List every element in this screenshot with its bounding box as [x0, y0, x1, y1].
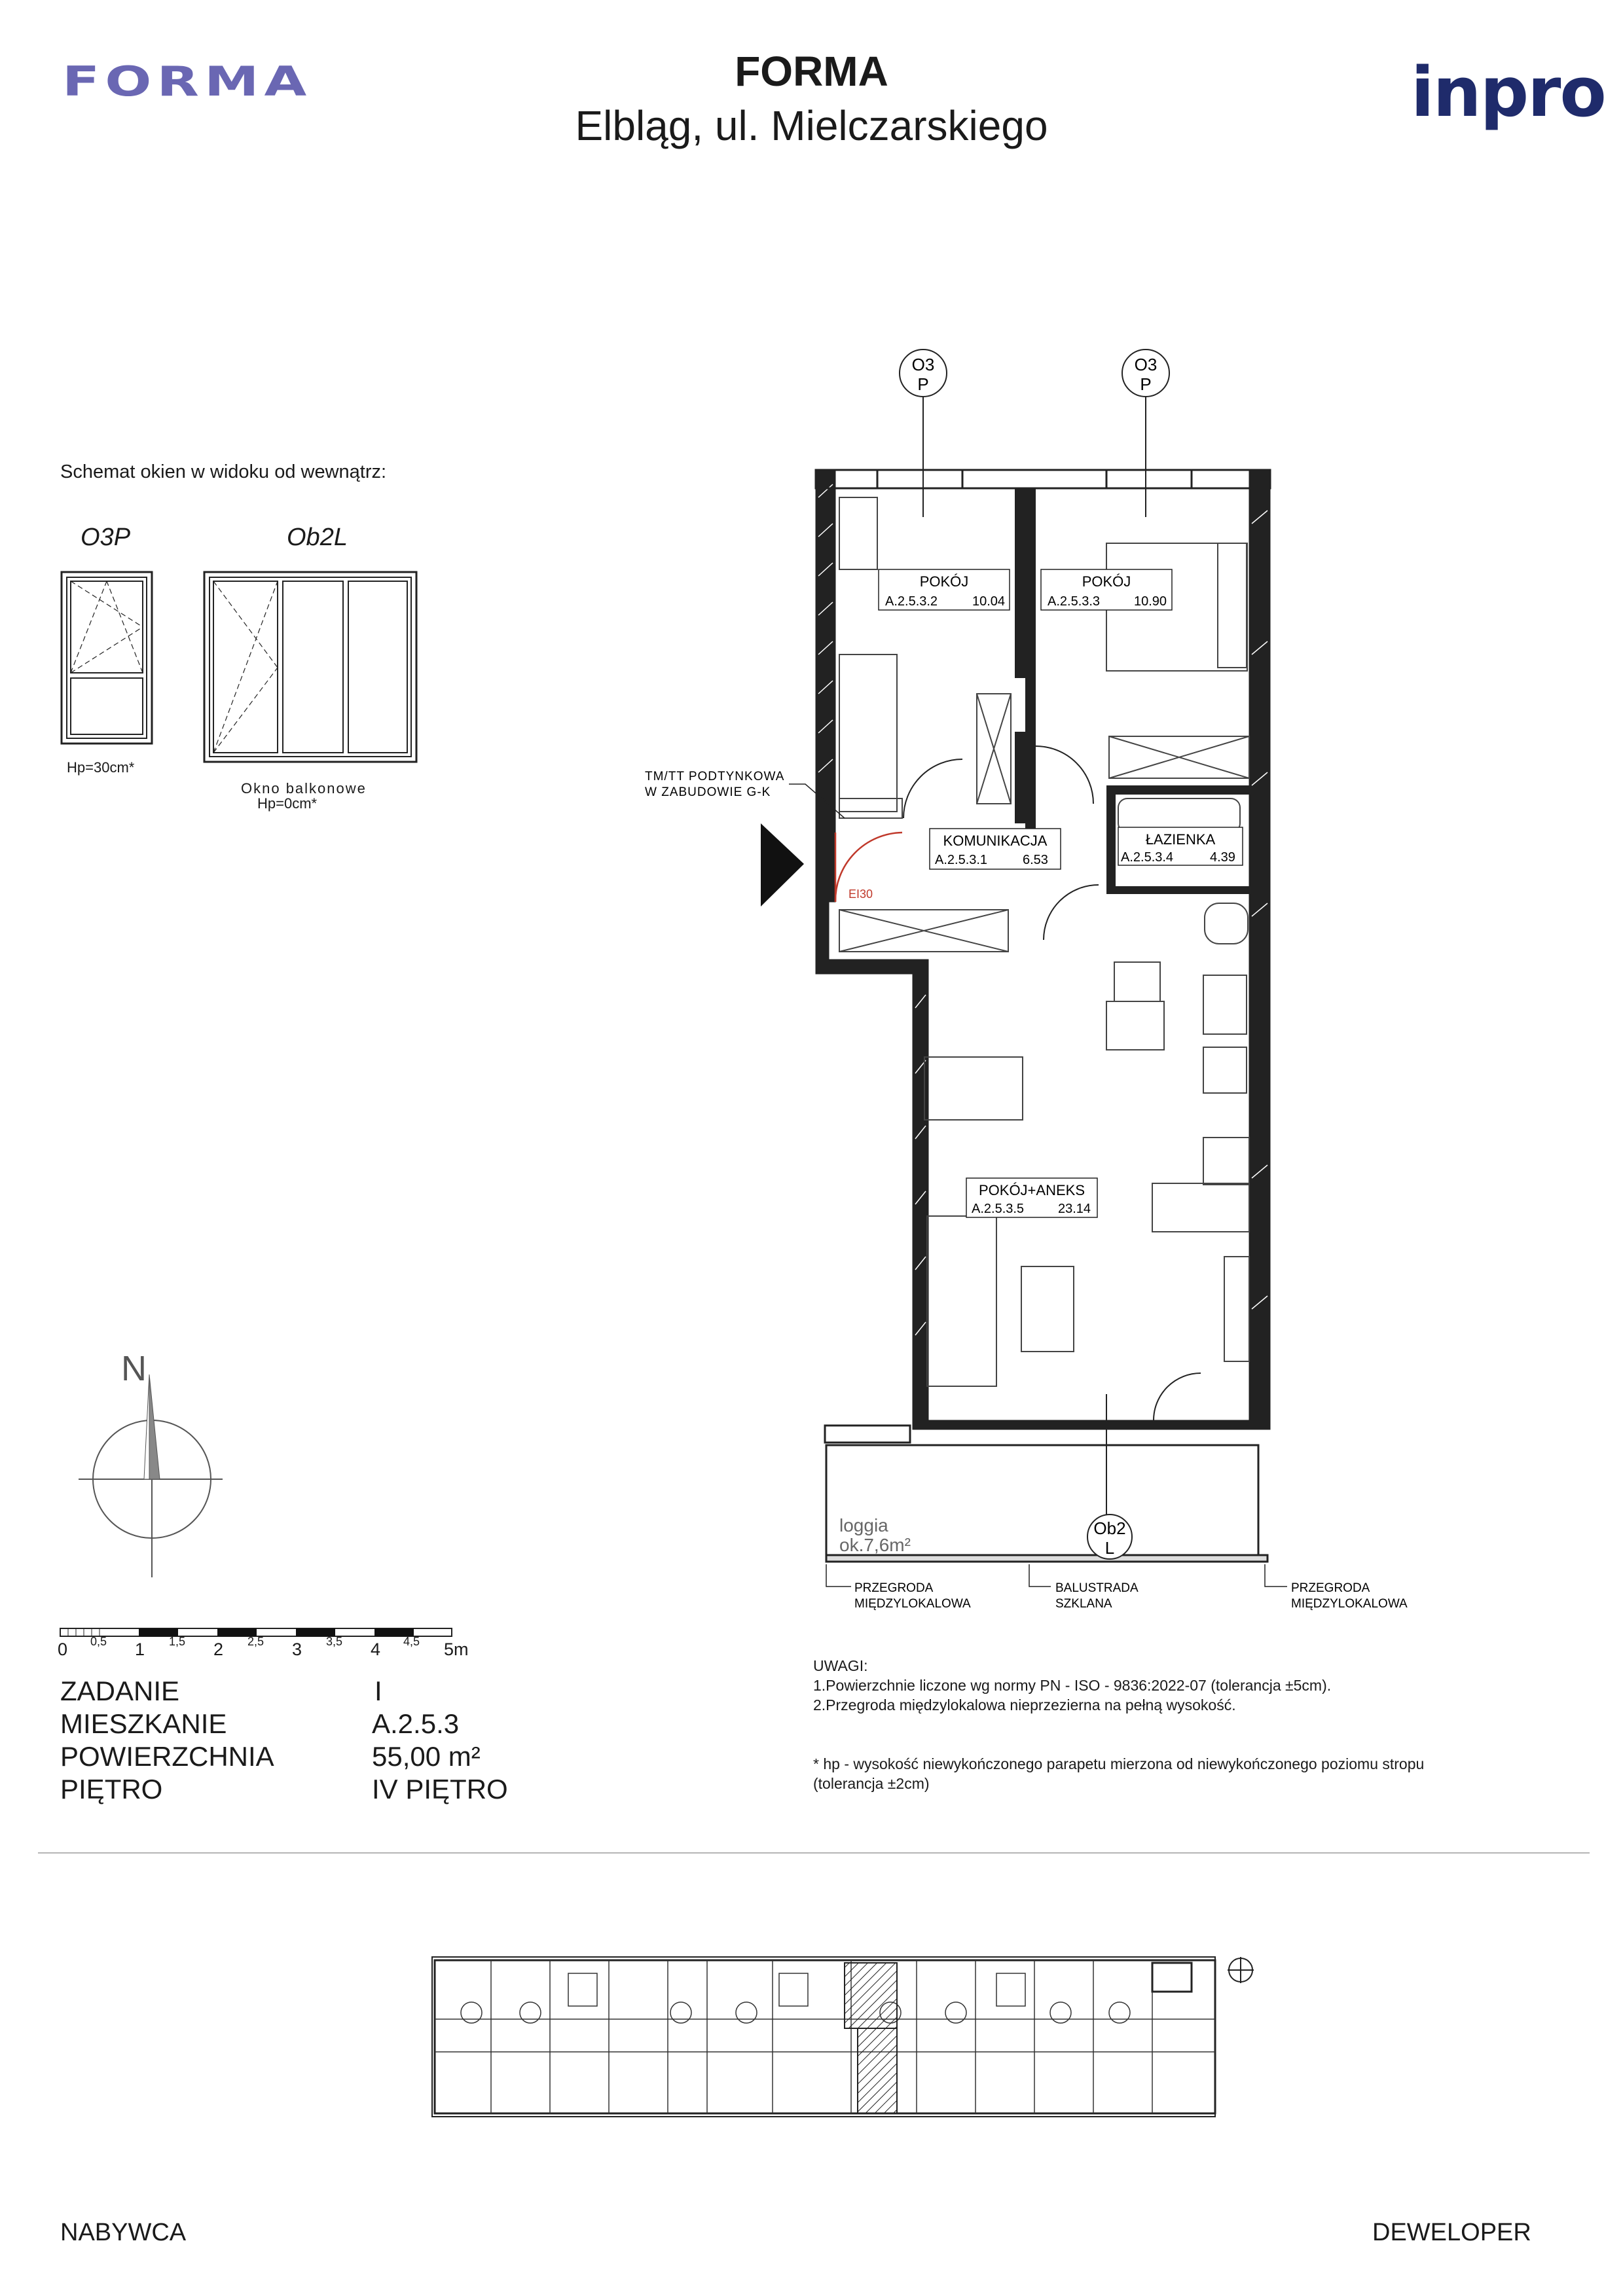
window-tag-2-top: O3: [1134, 355, 1158, 374]
info-label-area: POWIERZCHNIA: [60, 1741, 274, 1772]
room-area-3: 6.53: [1023, 853, 1048, 867]
room-name-4: ŁAZIENKA: [1145, 831, 1216, 848]
room-area-4: 4.39: [1210, 850, 1235, 865]
partition-right-line1: PRZEGRODA: [1291, 1581, 1370, 1595]
section-divider: [38, 1852, 1590, 1854]
tm-tt-note-line2: W ZABUDOWIE G-K: [645, 785, 771, 799]
key-plan-compass: [1224, 1954, 1257, 1986]
window-ob2l-drawing: [204, 572, 416, 762]
window-ob2l-type: Okno balkonowe: [241, 780, 367, 797]
window-tag-1-top: O3: [911, 355, 935, 374]
info-label-task: ZADANIE: [60, 1676, 180, 1706]
scale-minor-2: 2,5: [247, 1635, 264, 1648]
scale-label-1: 1: [135, 1640, 145, 1659]
room-area-5: 23.14: [1058, 1202, 1091, 1216]
info-label-apartment: MIESZKANIE: [60, 1708, 227, 1739]
room-area-1: 10.04: [972, 594, 1006, 609]
window-tag-3-bottom: L: [1104, 1538, 1115, 1558]
window-o3p-drawing: [62, 572, 152, 744]
scale-minor-1: 1,5: [169, 1635, 186, 1648]
scale-label-4: 4: [371, 1640, 381, 1659]
fire-door-rating: EI30: [848, 888, 873, 901]
document-title: FORMA: [735, 48, 888, 95]
windows-schema-drawing: [52, 563, 445, 772]
info-value-task: I: [374, 1676, 382, 1706]
room-name-2: POKÓJ: [1082, 573, 1131, 590]
window-tag-2-bottom: P: [1140, 374, 1152, 394]
scale-minor-0: 0,5: [90, 1635, 107, 1648]
window-tag-3-top: Ob2: [1093, 1518, 1126, 1538]
scale-label-3: 3: [292, 1640, 302, 1659]
room-code-3: A.2.5.3.1: [935, 853, 988, 867]
room-name-1: POKÓJ: [919, 573, 969, 590]
loggia-label: loggia: [839, 1515, 888, 1535]
windows-schema-caption: Schemat okien w widoku od wewnątrz:: [60, 461, 387, 482]
room-name-3: KOMUNIKACJA: [943, 833, 1048, 849]
room-code-2: A.2.5.3.3: [1048, 594, 1101, 609]
info-label-floor: PIĘTRO: [60, 1774, 163, 1804]
entrance-arrow: [761, 823, 804, 906]
inpro-logo: inpro: [1411, 52, 1605, 132]
notes-line-4: (tolerancja ±2cm): [813, 1775, 930, 1792]
loggia-area: ok.7,6m²: [839, 1535, 911, 1555]
window-o3p-sill-height: Hp=30cm*: [67, 759, 135, 776]
scale-label-5: 5m: [444, 1640, 469, 1659]
scale-minor-4: 4,5: [403, 1635, 420, 1648]
notes-line-3: * hp - wysokość niewykończonego parapetu mierzona od niewykończonego poziomu stropu: [813, 1755, 1425, 1772]
room-area-2: 10.90: [1134, 594, 1167, 609]
highlighted-apartment: [845, 1963, 897, 2113]
notes-line-2: 2.Przegroda międzylokalowa nieprzezierna na pełną wysokość.: [813, 1696, 1236, 1713]
tm-tt-note-line1: TM/TT PODTYNKOWA: [645, 770, 785, 783]
partition-right-line2: MIĘDZYLOKALOWA: [1291, 1597, 1408, 1611]
notes-line-1: 1.Powierzchnie liczone wg normy PN - ISO - 9836:2022-07 (tolerancja ±5cm).: [813, 1677, 1332, 1694]
notes-heading: UWAGI:: [813, 1657, 868, 1674]
room-code-4: A.2.5.3.4: [1121, 850, 1174, 865]
window-ob2l-sill-height: Hp=0cm*: [257, 795, 318, 812]
room-code-1: A.2.5.3.2: [885, 594, 938, 609]
room-code-5: A.2.5.3.5: [972, 1202, 1025, 1216]
balustrade-line2: SZKLANA: [1055, 1597, 1112, 1611]
furniture: [839, 497, 1249, 1386]
info-value-area: 55,00 m²: [372, 1741, 481, 1772]
compass-north-label: N: [121, 1349, 147, 1388]
info-value-apartment: A.2.5.3: [372, 1708, 460, 1739]
partition-left-line1: PRZEGRODA: [854, 1581, 934, 1595]
room-name-5: POKÓJ+ANEKS: [978, 1182, 1085, 1198]
exterior-walls: [816, 470, 1270, 1429]
document-address: Elbląg, ul. Mielczarskiego: [575, 102, 1048, 149]
balustrade-line1: BALUSTRADA: [1055, 1581, 1139, 1595]
buyer-label: NABYWCA: [60, 2219, 187, 2246]
partition-left-line2: MIĘDZYLOKALOWA: [854, 1597, 971, 1611]
window-code-o3p: O3P: [81, 524, 131, 551]
scale-minor-3: 3,5: [326, 1635, 343, 1648]
window-tag-1-bottom: P: [917, 374, 929, 394]
info-value-floor: IV PIĘTRO: [372, 1774, 508, 1804]
developer-label: DEWELOPER: [1372, 2219, 1531, 2246]
scale-label-2: 2: [213, 1640, 224, 1659]
forma-logo: FORMA: [62, 58, 312, 105]
north-compass: [79, 1348, 236, 1584]
building-key-plan-drawing: [432, 1954, 1270, 2124]
top-wall: [816, 470, 1270, 488]
floor-plan: [645, 340, 1460, 1649]
scale-label-0: 0: [58, 1640, 68, 1659]
window-code-ob2l: Ob2L: [287, 524, 348, 551]
